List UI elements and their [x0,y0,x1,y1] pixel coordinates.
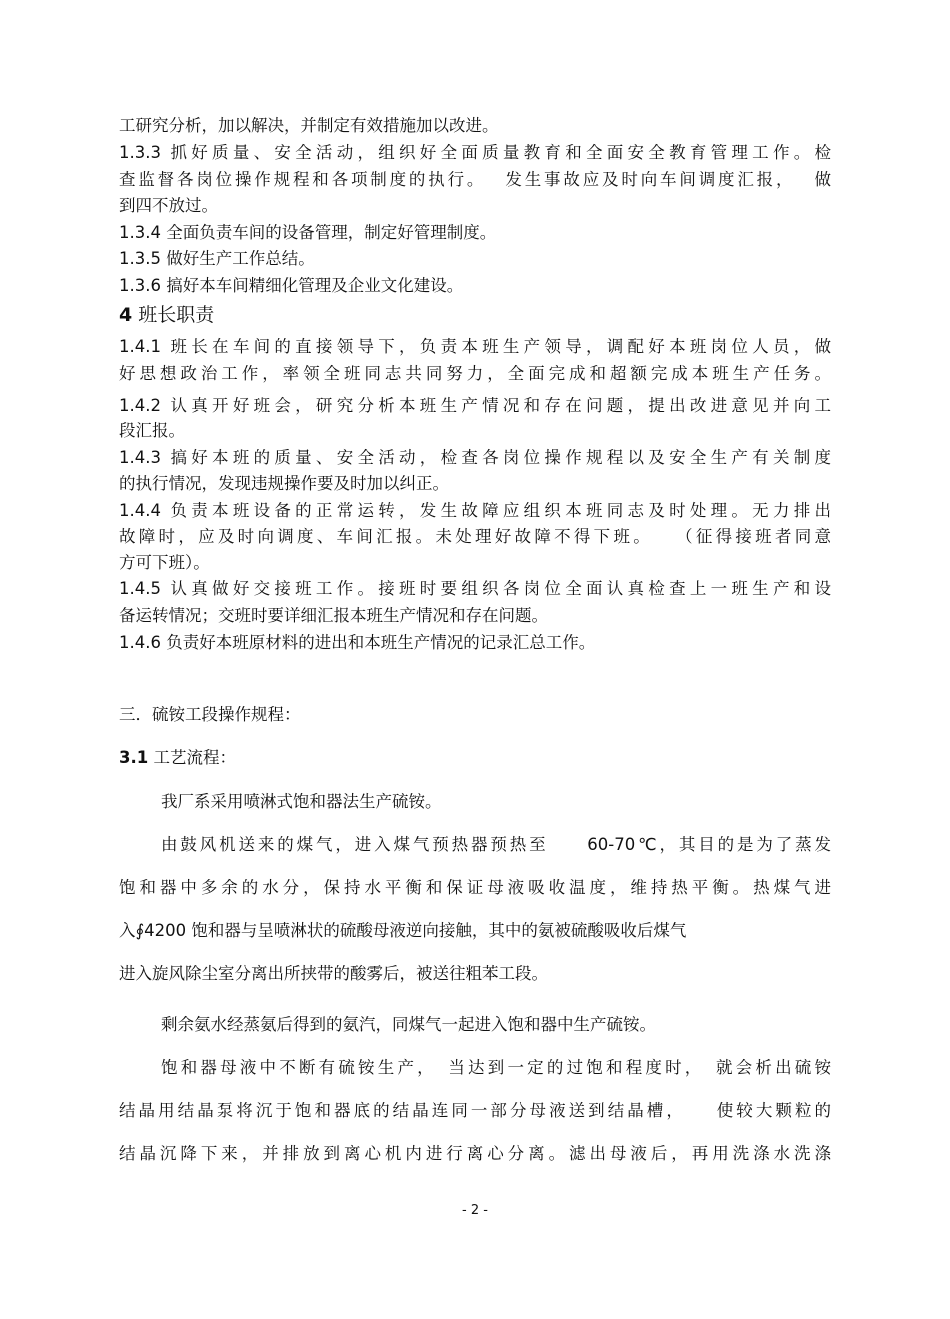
paragraph-line: 剩余氨水经蒸氨后得到的氨汽，同煤气一起进入饱和器中生产硫铵。 [161,1015,656,1034]
paragraph-line: 方可下班）。 [119,553,210,572]
subsection-title: 工艺流程： [148,748,236,767]
page-number: - 2 - [462,1203,488,1218]
paragraph-line: 进入旋风除尘室分离出所挟带的酸雾后，被送往粗苯工段。 [119,964,548,983]
paragraph-line: 备运转情况；交班时要详细汇报本班生产情况和存在问题。 [119,606,548,625]
section-title: 班长职责 [132,304,215,326]
paragraph-line: 到四不放过。 [119,196,218,215]
paragraph-line: 1.4.6 负责好本班原材料的进出和本班生产情况的记录汇总工作。 [119,633,596,652]
paragraph-line: 饱和器中多余的水分，保持水平衡和保证母液吸收温度，维持热平衡。热煤气进 [119,878,831,897]
paragraph-line: 1.3.4 全面负责车间的设备管理，制定好管理制度。 [119,223,497,242]
subsection-number: 3.1 [119,748,149,767]
paragraph-line: 1.3.3 抓好质量、安全活动，组织好全面质量教育和全面安全教育管理工作。检 [119,143,831,162]
paragraph-line: 1.3.5 做好生产工作总结。 [119,249,315,268]
paragraph-line: 1.3.6 搞好本车间精细化管理及企业文化建设。 [119,276,464,295]
paragraph-line: 故障时，应及时向调度、车间汇报。未处理好故障不得下班。 （征得接班者同意 [119,527,831,546]
paragraph-line: 工研究分析，加以解决，并制定有效措施加以改进。 [119,116,499,135]
section-heading [119,303,831,327]
paragraph-line: 查监督各岗位操作规程和各项制度的执行。 发生事故应及时向车间调度汇报， 做 [119,170,831,189]
paragraph-line: 入∮4200 饱和器与呈喷淋状的硫酸母液逆向接触，其中的氨被硫酸吸收后煤气 [119,921,687,940]
paragraph-line: 1.4.1 班长在车间的直接领导下，负责本班生产领导，调配好本班岗位人员，做 [119,337,831,356]
paragraph-line: 好思想政治工作，率领全班同志共同努力，全面完成和超额完成本班生产任务。 [119,364,831,383]
subsection-heading [119,747,831,769]
paragraph-line: 结晶用结晶泵将沉于饱和器底的结晶连同一部分母液送到结晶槽， 使较大颗粒的 [119,1101,831,1120]
paragraph-line: 我厂系采用喷淋式饱和器法生产硫铵。 [161,792,442,811]
paragraph-line: 段汇报。 [119,421,185,440]
section-number: 4 [119,304,133,326]
paragraph-line: 由鼓风机送来的煤气，进入煤气预热器预热至 60-70℃，其目的是为了蒸发 [161,835,831,854]
paragraph-line: 的执行情况，发现违规操作要及时加以纠正。 [119,474,449,493]
chapter-heading: 三．硫铵工段操作规程： [119,705,301,724]
paragraph-line: 饱和器母液中不断有硫铵生产， 当达到一定的过饱和程度时， 就会析出硫铵 [161,1058,831,1077]
paragraph-line: 结晶沉降下来，并排放到离心机内进行离心分离。滤出母液后，再用洗涤水洗涤 [119,1144,831,1163]
paragraph-line: 1.4.3 搞好本班的质量、安全活动，检查各岗位操作规程以及安全生产有关制度 [119,448,831,467]
paragraph-line: 1.4.2 认真开好班会，研究分析本班生产情况和存在问题，提出改进意见并向工 [119,396,831,415]
paragraph-line: 1.4.5 认真做好交接班工作。接班时要组织各岗位全面认真检查上一班生产和设 [119,579,831,598]
paragraph-line: 1.4.4 负责本班设备的正常运转，发生故障应组织本班同志及时处理。无力排出 [119,501,831,520]
